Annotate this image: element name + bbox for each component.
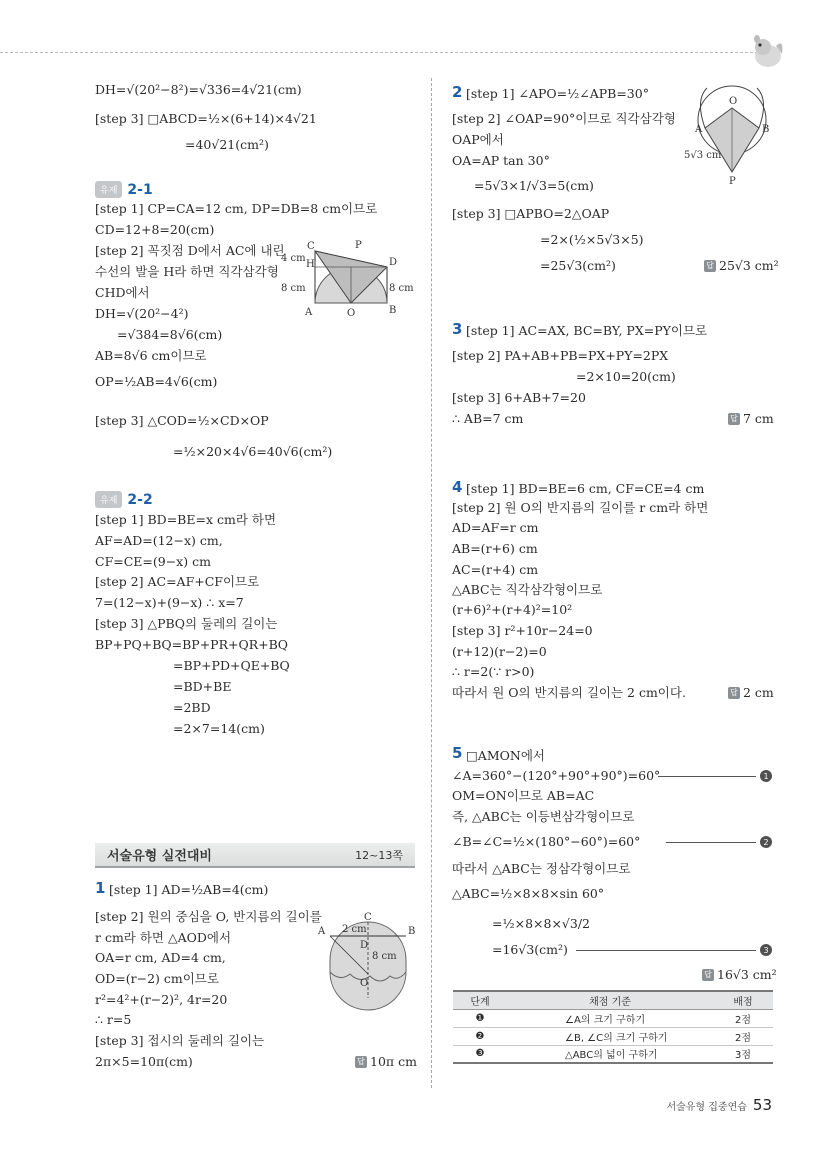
table-cell: ∠A의 크기 구하기 xyxy=(507,1009,713,1027)
ex22-line: BP+PQ+BQ=BP+PR+QR+BQ xyxy=(95,637,289,652)
ex21-line: =√384=8√6(cm) xyxy=(117,327,223,342)
table-cell: △ABC의 넓이 구하기 xyxy=(507,1045,713,1063)
ex22-line: =BP+PD+QE+BQ xyxy=(173,658,290,673)
problem-1-number: 1 xyxy=(95,879,106,897)
table-header: 배점 xyxy=(713,991,773,1009)
answer-icon: 답 xyxy=(704,260,716,272)
fig-label-b: B xyxy=(762,124,770,135)
p1-line: ∴ r=5 xyxy=(95,1012,132,1027)
section-title: 서술유형 실전대비 xyxy=(107,849,212,864)
p5-line: △ABC=½×8×8×sin 60° xyxy=(452,886,605,901)
p1-line: r²=4²+(r−2)², 4r=20 xyxy=(95,992,228,1007)
mark-1: 1 xyxy=(760,770,772,782)
p4-line: [step 2] 원 O의 반지름의 길이를 r cm라 하면 xyxy=(452,500,709,515)
p4-line: AC=(r+4) cm xyxy=(452,562,539,577)
p1-line: OD=(r−2) cm이므로 xyxy=(95,971,219,986)
section-pages: 12~13쪽 xyxy=(355,848,403,862)
ex21-line: [step 1] CP=CA=12 cm, DP=DB=8 cm이므로 xyxy=(95,201,378,216)
ex21-line: 수선의 발을 H라 하면 직각삼각형 xyxy=(95,264,279,279)
p4-line: AD=AF=r cm xyxy=(452,520,539,535)
p3-line: [step 2] PA+AB+PB=PX+PY=2PX xyxy=(452,348,669,363)
exercise-2-2-tag xyxy=(95,491,153,508)
p5-line: 따라서 △ABC는 정삼각형이므로 xyxy=(452,861,631,876)
fig-label-d: D xyxy=(389,257,398,268)
fig-label-d: D xyxy=(360,940,369,951)
p5-line: ∠A=360°−(120°+90°+90°)=60° xyxy=(452,768,661,783)
p5-answer xyxy=(702,967,777,982)
table-header: 채점 기준 xyxy=(507,991,713,1009)
p2-line: [step 3] □APBO=2△OAP xyxy=(452,206,610,221)
ex21-line: OP=½AB=4√6(cm) xyxy=(95,374,218,389)
p4-answer xyxy=(728,685,774,700)
intro-line-1: DH=√(20²−8²)=√336=4√21(cm) xyxy=(95,82,302,97)
p2-line: [step 2] ∠OAP=90°이므로 직각삼각형 xyxy=(452,111,676,126)
table-cell: ❶ xyxy=(453,1009,507,1027)
fig-label-a: A xyxy=(695,124,703,135)
ex22-line: =BD+BE xyxy=(173,679,232,694)
fig-label-b: B xyxy=(408,926,416,937)
table-cell: ❸ xyxy=(453,1045,507,1063)
p1-line: 2π×5=10π(cm) xyxy=(95,1054,193,1069)
table-row xyxy=(453,1009,773,1027)
table-cell: 2점 xyxy=(713,1009,773,1027)
p1-answer xyxy=(355,1054,417,1069)
ex21-line: CD=12+8=20(cm) xyxy=(95,222,215,237)
mark-3: 3 xyxy=(760,944,772,956)
answer-text: 7 cm xyxy=(743,411,774,426)
section-header xyxy=(95,843,415,868)
fig-length-label: 8 cm xyxy=(281,283,306,294)
fig-label-o: O xyxy=(360,978,369,989)
fig-length-label: 2 cm xyxy=(342,924,367,935)
fig-label-b: B xyxy=(389,305,397,316)
table-row xyxy=(453,1045,773,1063)
answer-text: 16√3 cm² xyxy=(717,967,777,982)
ex21-line: AB=8√6 cm이므로 xyxy=(95,348,207,363)
fig-length-label: 4 cm xyxy=(281,253,306,264)
p3-line: =2×10=20(cm) xyxy=(576,369,676,384)
exercise-number: 2-2 xyxy=(127,491,153,508)
ex22-line: [step 1] BD=BE=x cm라 하면 xyxy=(95,512,277,527)
fig-label-c: C xyxy=(307,241,315,252)
p4-line: ∴ r=2(∵ r>0) xyxy=(452,664,535,679)
p5-line: ∠B=∠C=½×(180°−60°)=60° xyxy=(452,834,641,849)
fig-label-o: O xyxy=(347,308,356,319)
p4-line: [step 1] BD=BE=6 cm, CF=CE=4 cm xyxy=(466,481,705,496)
p4-line: 따라서 원 O의 반지름의 길이는 2 cm이다. xyxy=(452,685,686,700)
p2-line: OAP에서 xyxy=(452,132,504,147)
intro-line-3: =40√21(cm²) xyxy=(185,137,269,152)
fig-label-p: P xyxy=(729,176,736,187)
p1-line: [step 3] 접시의 둘레의 길이는 xyxy=(95,1033,265,1048)
ex21-line: DH=√(20²−4²) xyxy=(95,306,189,321)
p2-line: =5√3×1/√3=5(cm) xyxy=(474,178,594,193)
p3-line: ∴ AB=7 cm xyxy=(452,411,524,426)
p1-line: OA=r cm, AD=4 cm, xyxy=(95,950,226,965)
fig-length-label: 8 cm xyxy=(389,283,414,294)
p4-line: [step 3] r²+10r−24=0 xyxy=(452,623,593,638)
intro-line-2: [step 3] □ABCD=½×(6+14)×4√21 xyxy=(95,111,317,126)
problem-4-number: 4 xyxy=(452,478,463,496)
ex22-line: CF=CE=(9−x) cm xyxy=(95,554,211,569)
fig-label-o: O xyxy=(729,96,738,107)
answer-icon: 답 xyxy=(728,413,740,425)
p3-line: [step 1] AC=AX, BC=BY, PX=PY이므로 xyxy=(466,323,708,338)
p4-line: △ABC는 직각삼각형이므로 xyxy=(452,582,603,597)
ex21-line: =½×20×4√6=40√6(cm²) xyxy=(173,444,333,459)
p3-line: [step 3] 6+AB+7=20 xyxy=(452,390,586,405)
p2-line: =25√3(cm²) xyxy=(540,258,616,273)
p5-line: 즉, △ABC는 이등변삼각형이므로 xyxy=(452,809,635,824)
column-divider xyxy=(431,78,432,1088)
p5-line: =½×8×8×√3/2 xyxy=(492,916,590,931)
fig-label-p: P xyxy=(355,240,362,251)
mark-2: 2 xyxy=(760,836,772,848)
p1-line: r cm라 하면 △AOD에서 xyxy=(95,930,232,945)
table-cell: ❷ xyxy=(453,1027,507,1045)
fig-length-label: 8 cm xyxy=(372,951,397,962)
exercise-2-1-tag xyxy=(95,181,153,198)
problem-3-number: 3 xyxy=(452,320,463,338)
ex21-line: [step 3] △COD=½×CD×OP xyxy=(95,413,269,428)
exercise-badge: 유제 xyxy=(95,491,122,508)
page-footer xyxy=(666,1096,772,1114)
top-rule xyxy=(0,52,768,53)
footer-title: 서술유형 집중연습 xyxy=(666,1102,747,1113)
table-cell: 2점 xyxy=(713,1027,773,1045)
leader-line xyxy=(666,842,756,843)
answer-icon: 답 xyxy=(728,687,740,699)
ex21-line: [step 2] 꼭짓점 D에서 AC에 내린 xyxy=(95,243,285,258)
fig-label-c: C xyxy=(364,912,372,923)
fig-label-a: A xyxy=(305,307,313,318)
problem-2-number: 2 xyxy=(452,83,463,101)
ex22-line: AF=AD=(12−x) cm, xyxy=(95,533,223,548)
p2-line: [step 1] ∠APO=½∠APB=30° xyxy=(466,86,649,101)
p5-line: □AMON에서 xyxy=(466,748,545,763)
table-header: 단계 xyxy=(453,991,507,1009)
ex22-line: =2BD xyxy=(173,700,211,715)
p5-line: =16√3(cm²) xyxy=(492,942,568,957)
mascot-icon xyxy=(748,34,786,70)
ex22-line: [step 2] AC=AF+CF이므로 xyxy=(95,574,260,589)
problem-5-number: 5 xyxy=(452,744,463,762)
table-cell: 3점 xyxy=(713,1045,773,1063)
fig-label-h: H xyxy=(306,259,315,270)
p2-answer xyxy=(704,258,779,273)
ex21-line: CHD에서 xyxy=(95,285,150,300)
p1-figure xyxy=(320,912,415,1007)
p4-line: (r+12)(r−2)=0 xyxy=(452,644,547,659)
p2-figure xyxy=(677,80,777,186)
exercise-number: 2-1 xyxy=(127,181,153,198)
leader-line xyxy=(576,950,756,951)
ex22-line: 7=(12−x)+(9−x) ∴ x=7 xyxy=(95,595,244,610)
answer-text: 10π cm xyxy=(370,1054,417,1069)
ex22-line: [step 3] △PBQ의 둘레의 길이는 xyxy=(95,616,278,631)
ex22-line: =2×7=14(cm) xyxy=(173,721,265,736)
p2-line: OA=AP tan 30° xyxy=(452,153,550,168)
p4-line: AB=(r+6) cm xyxy=(452,541,538,556)
page-number: 53 xyxy=(752,1096,772,1114)
table-row xyxy=(453,1027,773,1045)
p5-line: OM=ON이므로 AB=AC xyxy=(452,788,595,803)
p4-line: (r+6)²+(r+4)²=10² xyxy=(452,602,573,617)
p1-line: [step 1] AD=½AB=4(cm) xyxy=(109,882,269,897)
answer-icon: 답 xyxy=(355,1056,367,1068)
p3-answer xyxy=(728,411,774,426)
ex21-figure xyxy=(281,240,415,319)
fig-length-label: 5√3 cm xyxy=(684,150,722,161)
leader-line xyxy=(658,776,756,777)
fig-label-a: A xyxy=(318,926,326,937)
exercise-badge: 유제 xyxy=(95,181,122,198)
answer-text: 25√3 cm² xyxy=(719,258,779,273)
table-cell: ∠B, ∠C의 크기 구하기 xyxy=(507,1027,713,1045)
answer-icon: 답 xyxy=(702,969,714,981)
p2-line: =2×(½×5√3×5) xyxy=(540,232,644,247)
grading-table xyxy=(453,990,773,1064)
answer-text: 2 cm xyxy=(743,685,774,700)
p1-line: [step 2] 원의 중심을 O, 반지름의 길이를 xyxy=(95,909,322,924)
